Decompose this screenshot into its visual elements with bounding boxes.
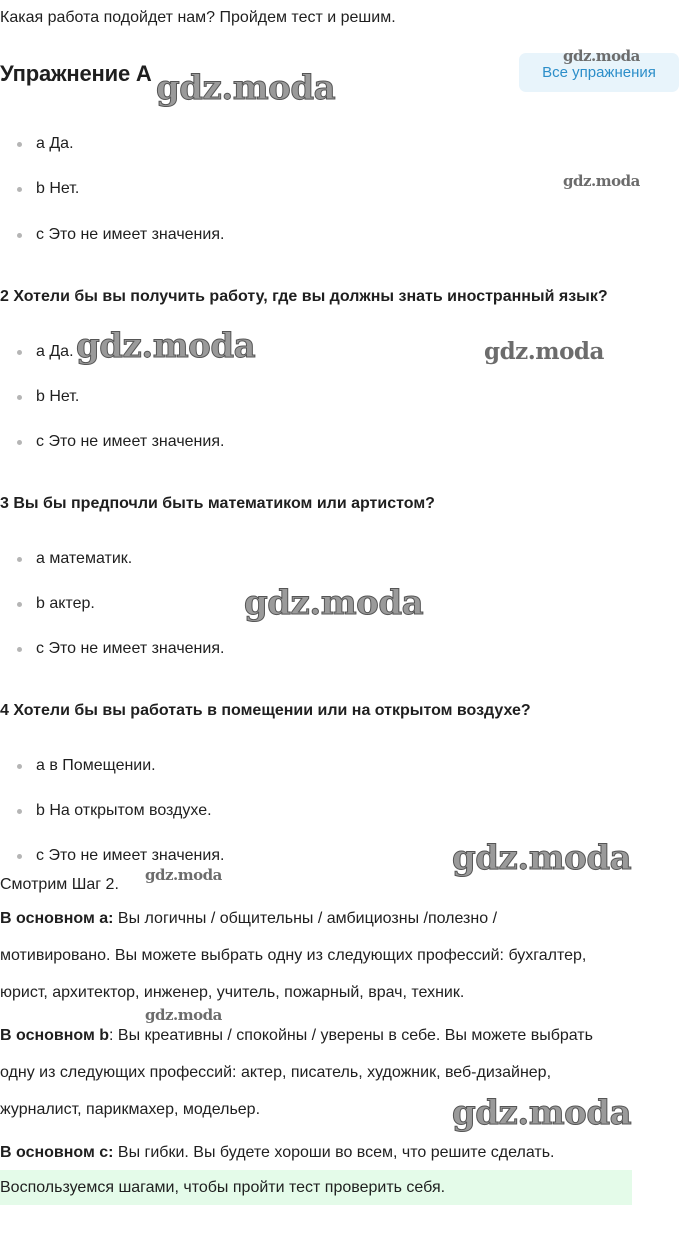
bullet-icon	[17, 809, 22, 814]
watermark-logo: gdz.moda	[452, 1093, 632, 1133]
q1-option-c: c Это не имеет значения.	[36, 226, 225, 243]
intro-text: Какая работа подойдет нам? Пройдем тест и решим.	[0, 9, 396, 26]
watermark-logo: gdz.moda	[484, 338, 604, 365]
q2-option-a: a Да.	[36, 343, 74, 360]
bullet-icon	[17, 187, 22, 192]
bullet-icon	[17, 854, 22, 859]
result-b-label: В основном b	[0, 1027, 110, 1044]
q4-option-a: a в Помещении.	[36, 757, 156, 774]
result-a-label: В основном а:	[0, 910, 114, 927]
q3-option-a: a математик.	[36, 550, 133, 567]
question-4: 4 Хотели бы вы работать в помещении или на открытом воздухе?	[0, 702, 531, 719]
result-a-line-3: юрист, архитектор, инженер, учитель, пожарный, врач, техник.	[0, 984, 465, 1001]
result-b-line-1	[0, 1017, 680, 1054]
q1-option-a: a Да.	[36, 135, 74, 152]
q2-option-b: b Нет.	[36, 388, 80, 405]
bullet-icon	[17, 647, 22, 652]
question-2: 2 Хотели бы вы получить работу, где вы должны знать иностранный язык?	[0, 288, 608, 305]
watermark-logo: gdz.moda	[145, 1006, 222, 1024]
bullet-icon	[17, 350, 22, 355]
bullet-icon	[17, 142, 22, 147]
result-b-line-2: одну из следующих профессий: актер, писатель, художник, веб-дизайнер,	[0, 1064, 552, 1081]
watermark-logo: gdz.moda	[452, 838, 632, 878]
watermark-logo: gdz.moda	[156, 68, 336, 108]
watermark-logo: gdz.moda	[244, 583, 424, 623]
bullet-icon	[17, 440, 22, 445]
step-2-text: Смотрим Шаг 2.	[0, 876, 119, 893]
question-3: 3 Вы бы предпочли быть математиком или артистом?	[0, 495, 435, 512]
highlight-text: Воспользуемся шагами, чтобы пройти тест проверить себя.	[0, 1179, 446, 1196]
watermark-logo: gdz.moda	[76, 326, 256, 366]
watermark-logo: gdz.moda	[563, 47, 640, 65]
q4-option-b: b На открытом воздухе.	[36, 802, 212, 819]
all-exercises-button[interactable]: Все упражнения	[519, 53, 679, 92]
q1-option-b: b Нет.	[36, 180, 80, 197]
result-c-text-1: Вы гибки. Вы будете хороши во всем, что решите сделать.	[113, 1144, 555, 1161]
bullet-icon	[17, 602, 22, 607]
exercise-title: Упражнение A	[0, 61, 152, 86]
result-a-line-1	[0, 900, 680, 937]
result-c-label: В основном с:	[0, 1144, 114, 1161]
bullet-icon	[17, 233, 22, 238]
result-a-line-2: мотивировано. Вы можете выбрать одну из следующих профессий: бухгалтер,	[0, 947, 587, 964]
bullet-icon	[17, 764, 22, 769]
q2-option-c: c Это не имеет значения.	[36, 433, 225, 450]
result-b-text-1: : Вы креативны / спокойны / уверены в себе. Вы можете выбрать	[109, 1027, 593, 1044]
highlight-box	[0, 1170, 632, 1205]
result-c-line-1	[0, 1134, 680, 1171]
result-b-line-3: журналист, парикмахер, модельер.	[0, 1101, 261, 1118]
watermark-logo: gdz.moda	[563, 172, 640, 190]
q3-option-b: b актер.	[36, 595, 95, 612]
bullet-icon	[17, 557, 22, 562]
result-a-text-1: Вы логичны / общительны / амбициозны /полезно /	[113, 910, 498, 927]
q3-option-c: c Это не имеет значения.	[36, 640, 225, 657]
watermark-logo: gdz.moda	[145, 866, 222, 884]
bullet-icon	[17, 395, 22, 400]
q4-option-c: c Это не имеет значения.	[36, 847, 225, 864]
